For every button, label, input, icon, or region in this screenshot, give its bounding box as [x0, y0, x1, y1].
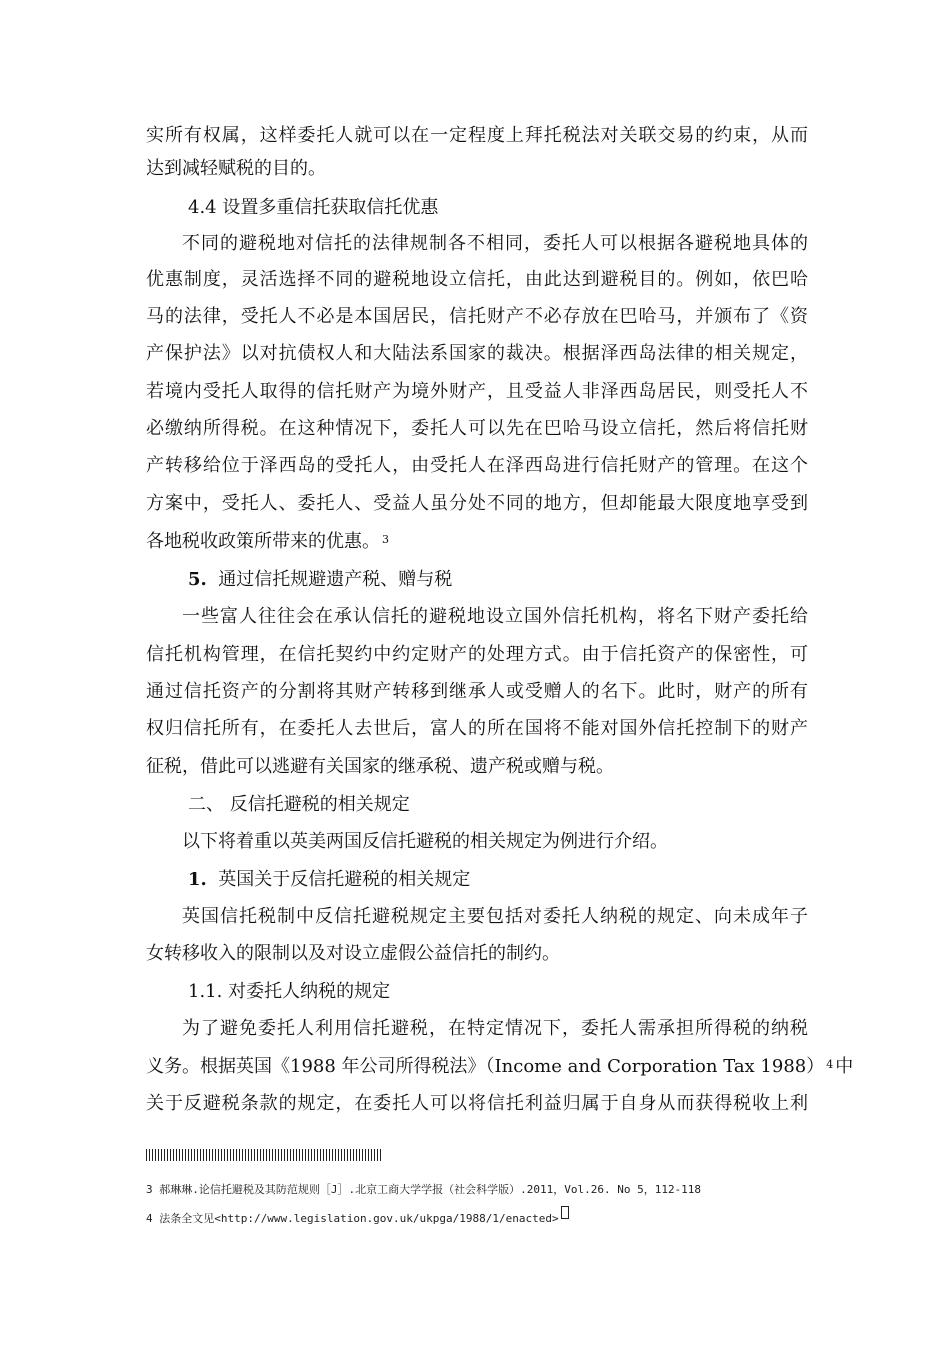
footnote-ref: 4	[826, 1058, 834, 1071]
body-line: 实所有权属，这样委托人就可以在一定程度上拜托税法对关联交易的约束，从而	[146, 125, 808, 146]
section-heading-1-1: 1.1. 对委托人纳税的规定	[188, 981, 391, 1002]
footnote-ref: 3	[382, 533, 389, 546]
body-text: 义务。根据英国《1988 年公司所得税法》（Income and Corporation Tax 1988）	[146, 1056, 825, 1077]
heading-text: 通过信托规避遗产税、赠与税	[218, 569, 453, 590]
heading-text: 英国关于反信托避税的相关规定	[218, 869, 471, 890]
body-line: 权归信托所有，在委托人去世后，富人的所在国将不能对国外信托控制下的财产	[146, 718, 808, 739]
body-line: 以下将着重以英美两国反信托避税的相关规定为例进行介绍。	[182, 831, 668, 852]
body-line: 征税，借此可以逃避有关国家的继承税、遗产税或赠与税。	[146, 756, 614, 777]
body-line: 方案中，受托人、委托人、受益人虽分处不同的地方，但却能最大限度地享受到	[146, 493, 808, 514]
section-heading-4-4: 4.4 设置多重信托获取信托优惠	[188, 197, 439, 218]
footnote-text: 4 法条全文见<http://www.legislation.gov.uk/ukpga/1988/1/enacted>	[146, 1212, 559, 1225]
body-line	[146, 1055, 854, 1079]
body-line: 不同的避税地对信托的法律规制各不相同，委托人可以根据各避税地具体的	[182, 233, 808, 254]
placeholder-box-icon	[561, 1206, 569, 1219]
body-text: 各地税收政策所带来的优惠。	[146, 531, 380, 552]
body-line: 一些富人往往会在承认信托的避税地设立国外信托机构，将名下财产委托给	[182, 606, 808, 627]
body-line: 信托机构管理，在信托契约中约定财产的处理方式。由于信托资产的保密性，可	[146, 644, 808, 665]
section-heading-1	[188, 868, 814, 892]
body-line: 若境内受托人取得的信托财产为境外财产，且受益人非泽西岛居民，则受托人不	[146, 381, 808, 402]
body-line: 达到减轻赋税的目的。	[146, 158, 326, 179]
body-line: 关于反避税条款的规定，在委托人可以将信托利益归属于自身从而获得税收上利	[146, 1093, 808, 1114]
body-line: 产转移给位于泽西岛的受托人，由受托人在泽西岛进行信托财产的管理。在这个	[146, 455, 808, 476]
footnote-3: 3 郝琳琳.论信托避税及其防范规则［J］.北京工商大学学报（社会科学版）.2011，Vol.26. No 5，112-118	[146, 1183, 702, 1196]
body-line: 必缴纳所得税。在这种情况下，委托人可以先在巴哈马设立信托，然后将信托财	[146, 418, 808, 439]
body-text: 中	[835, 1056, 854, 1077]
section-heading-2: 二、 反信托避税的相关规定	[188, 794, 410, 815]
body-line: 女转移收入的限制以及对设立虚假公益信托的制约。	[146, 943, 560, 964]
body-line: 为了避免委托人利用信托避税，在特定情况下，委托人需承担所得税的纳税	[182, 1018, 808, 1039]
body-line: 优惠制度，灵活选择不同的避税地设立信托，由此达到避税目的。例如，依巴哈	[146, 269, 808, 290]
heading-number: 5.	[188, 569, 207, 590]
body-line: 马的法律，受托人不必是本国居民，信托财产不必存放在巴哈马，并颁布了《资	[146, 306, 808, 327]
body-line: 通过信托资产的分割将其财产转移到继承人或受赠人的名下。此时，财产的所有	[146, 681, 808, 702]
body-line: 英国信托税制中反信托避税规定主要包括对委托人纳税的规定、向未成年子	[182, 906, 808, 927]
heading-number: 1.	[188, 869, 207, 890]
body-line	[146, 530, 808, 554]
footnote-separator	[146, 1149, 382, 1161]
footnote-4	[146, 1212, 569, 1226]
body-line: 产保护法》以对抗债权人和大陆法系国家的裁决。根据泽西岛法律的相关规定，	[146, 343, 808, 364]
section-heading-5	[188, 568, 814, 592]
